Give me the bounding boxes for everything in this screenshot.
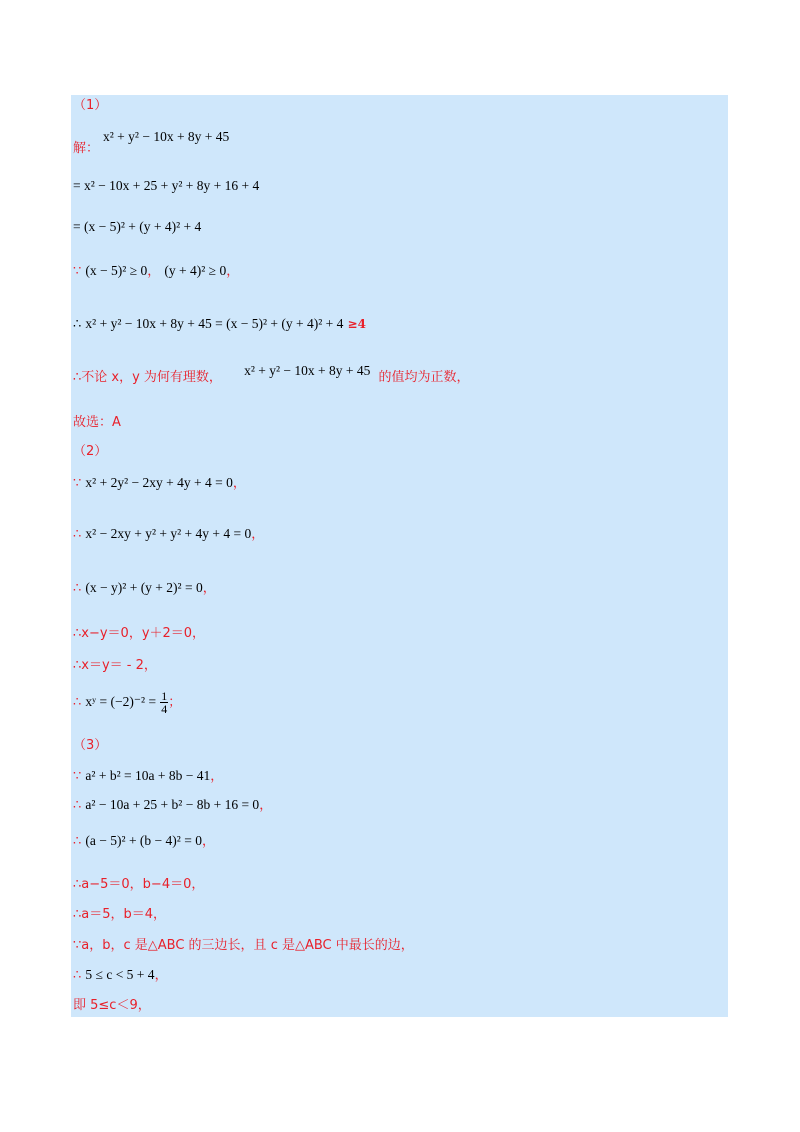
- part1-conclusion-prefix: ∴不论 x，y 为何有理数，: [73, 370, 222, 385]
- part2-s1-line: ∴ x² − 2xy + y² + y² + 4y + 4 = 0，: [73, 526, 265, 542]
- part1-expr: x² + y² − 10x + 8y + 45: [103, 129, 230, 144]
- part3-s3: ∴a−5＝0，b−4＝0，: [73, 877, 205, 892]
- part2-s1: x² − 2xy + y² + y² + 4y + 4 = 0: [85, 526, 252, 541]
- part3-s1-line: ∴ a² − 10a + 25 + b² − 8b + 16 = 0，: [73, 797, 273, 813]
- part1-therefore-line: ∴ x² + y² − 10x + 8y + 45 = (x − 5)² + (y + 4)² + 4 ≥4: [73, 316, 366, 332]
- part1-therefore-suffix: ≥4: [347, 317, 366, 331]
- part2-s5-lhs: xʸ = (−2)⁻² =: [85, 694, 157, 709]
- part1-because-b: (y + 4)² ≥ 0: [164, 263, 227, 278]
- part2-s2: (x − y)² + (y + 2)² = 0: [85, 580, 203, 595]
- part1-because-line: ∵ (x − 5)² ≥ 0， (y + 4)² ≥ 0，: [73, 263, 240, 279]
- part2-given-line: ∵ x² + 2y² − 2xy + 4y + 4 = 0，: [73, 475, 246, 491]
- part2-s3: ∴x−y＝0，y＋2＝0，: [73, 626, 206, 641]
- part2-s2-line: ∴ (x − y)² + (y + 2)² = 0，: [73, 580, 216, 596]
- part1-because-a: (x − 5)² ≥ 0: [85, 263, 148, 278]
- part3-s2: (a − 5)² + (b − 4)² = 0: [85, 833, 202, 848]
- part1-solve-prefix: 解：: [73, 141, 100, 156]
- part2-s4: ∴x＝y＝ - 2，: [73, 658, 157, 673]
- part1-conclusion-suffix: 的值均为正数，: [378, 370, 470, 385]
- part1-step1: = x² − 10x + 25 + y² + 8y + 16 + 4: [73, 178, 260, 193]
- fraction-one-quarter: [160, 690, 168, 715]
- part3-s6: 5 ≤ c < 5 + 4: [85, 967, 155, 982]
- because-symbol: ∵: [73, 264, 82, 279]
- part1-label: （1）: [73, 98, 108, 113]
- part3-s1: a² − 10a + 25 + b² − 8b + 16 = 0: [85, 797, 260, 812]
- part2-given: x² + 2y² − 2xy + 4y + 4 = 0: [85, 475, 233, 490]
- part1-therefore-expr: x² + y² − 10x + 8y + 45 = (x − 5)² + (y + 4)² + 4: [85, 316, 344, 331]
- fraction-numerator: 1: [161, 689, 168, 703]
- part3-given: a² + b² = 10a + 8b − 41: [85, 768, 211, 783]
- part3-s7: 即 5≤c＜9，: [73, 998, 151, 1013]
- part3-s4: ∴a＝5，b＝4，: [73, 907, 167, 922]
- part1-answer: 故选：A: [73, 415, 121, 430]
- fraction-denominator: 4: [161, 702, 168, 716]
- part1-step2: = (x − 5)² + (y + 4)² + 4: [73, 219, 202, 234]
- part3-s6-line: ∴ 5 ≤ c < 5 + 4，: [73, 967, 168, 983]
- part1-conclusion-expr: x² + y² − 10x + 8y + 45: [244, 363, 371, 378]
- part1-conclusion-line: [73, 363, 470, 387]
- part3-label: （3）: [73, 738, 108, 753]
- part2-s5-line: ∴ xʸ = (−2)⁻² = $\frac{1}{4}$ ；: [73, 689, 182, 716]
- part3-s2-line: ∴ (a − 5)² + (b − 4)² = 0，: [73, 833, 215, 849]
- part3-given-line: ∵ a² + b² = 10a + 8b − 41，: [73, 768, 224, 784]
- part2-label: （2）: [73, 444, 108, 459]
- part3-s5: ∵a，b，c 是△ABC 的三边长，且 c 是△ABC 中最长的边，: [73, 938, 414, 953]
